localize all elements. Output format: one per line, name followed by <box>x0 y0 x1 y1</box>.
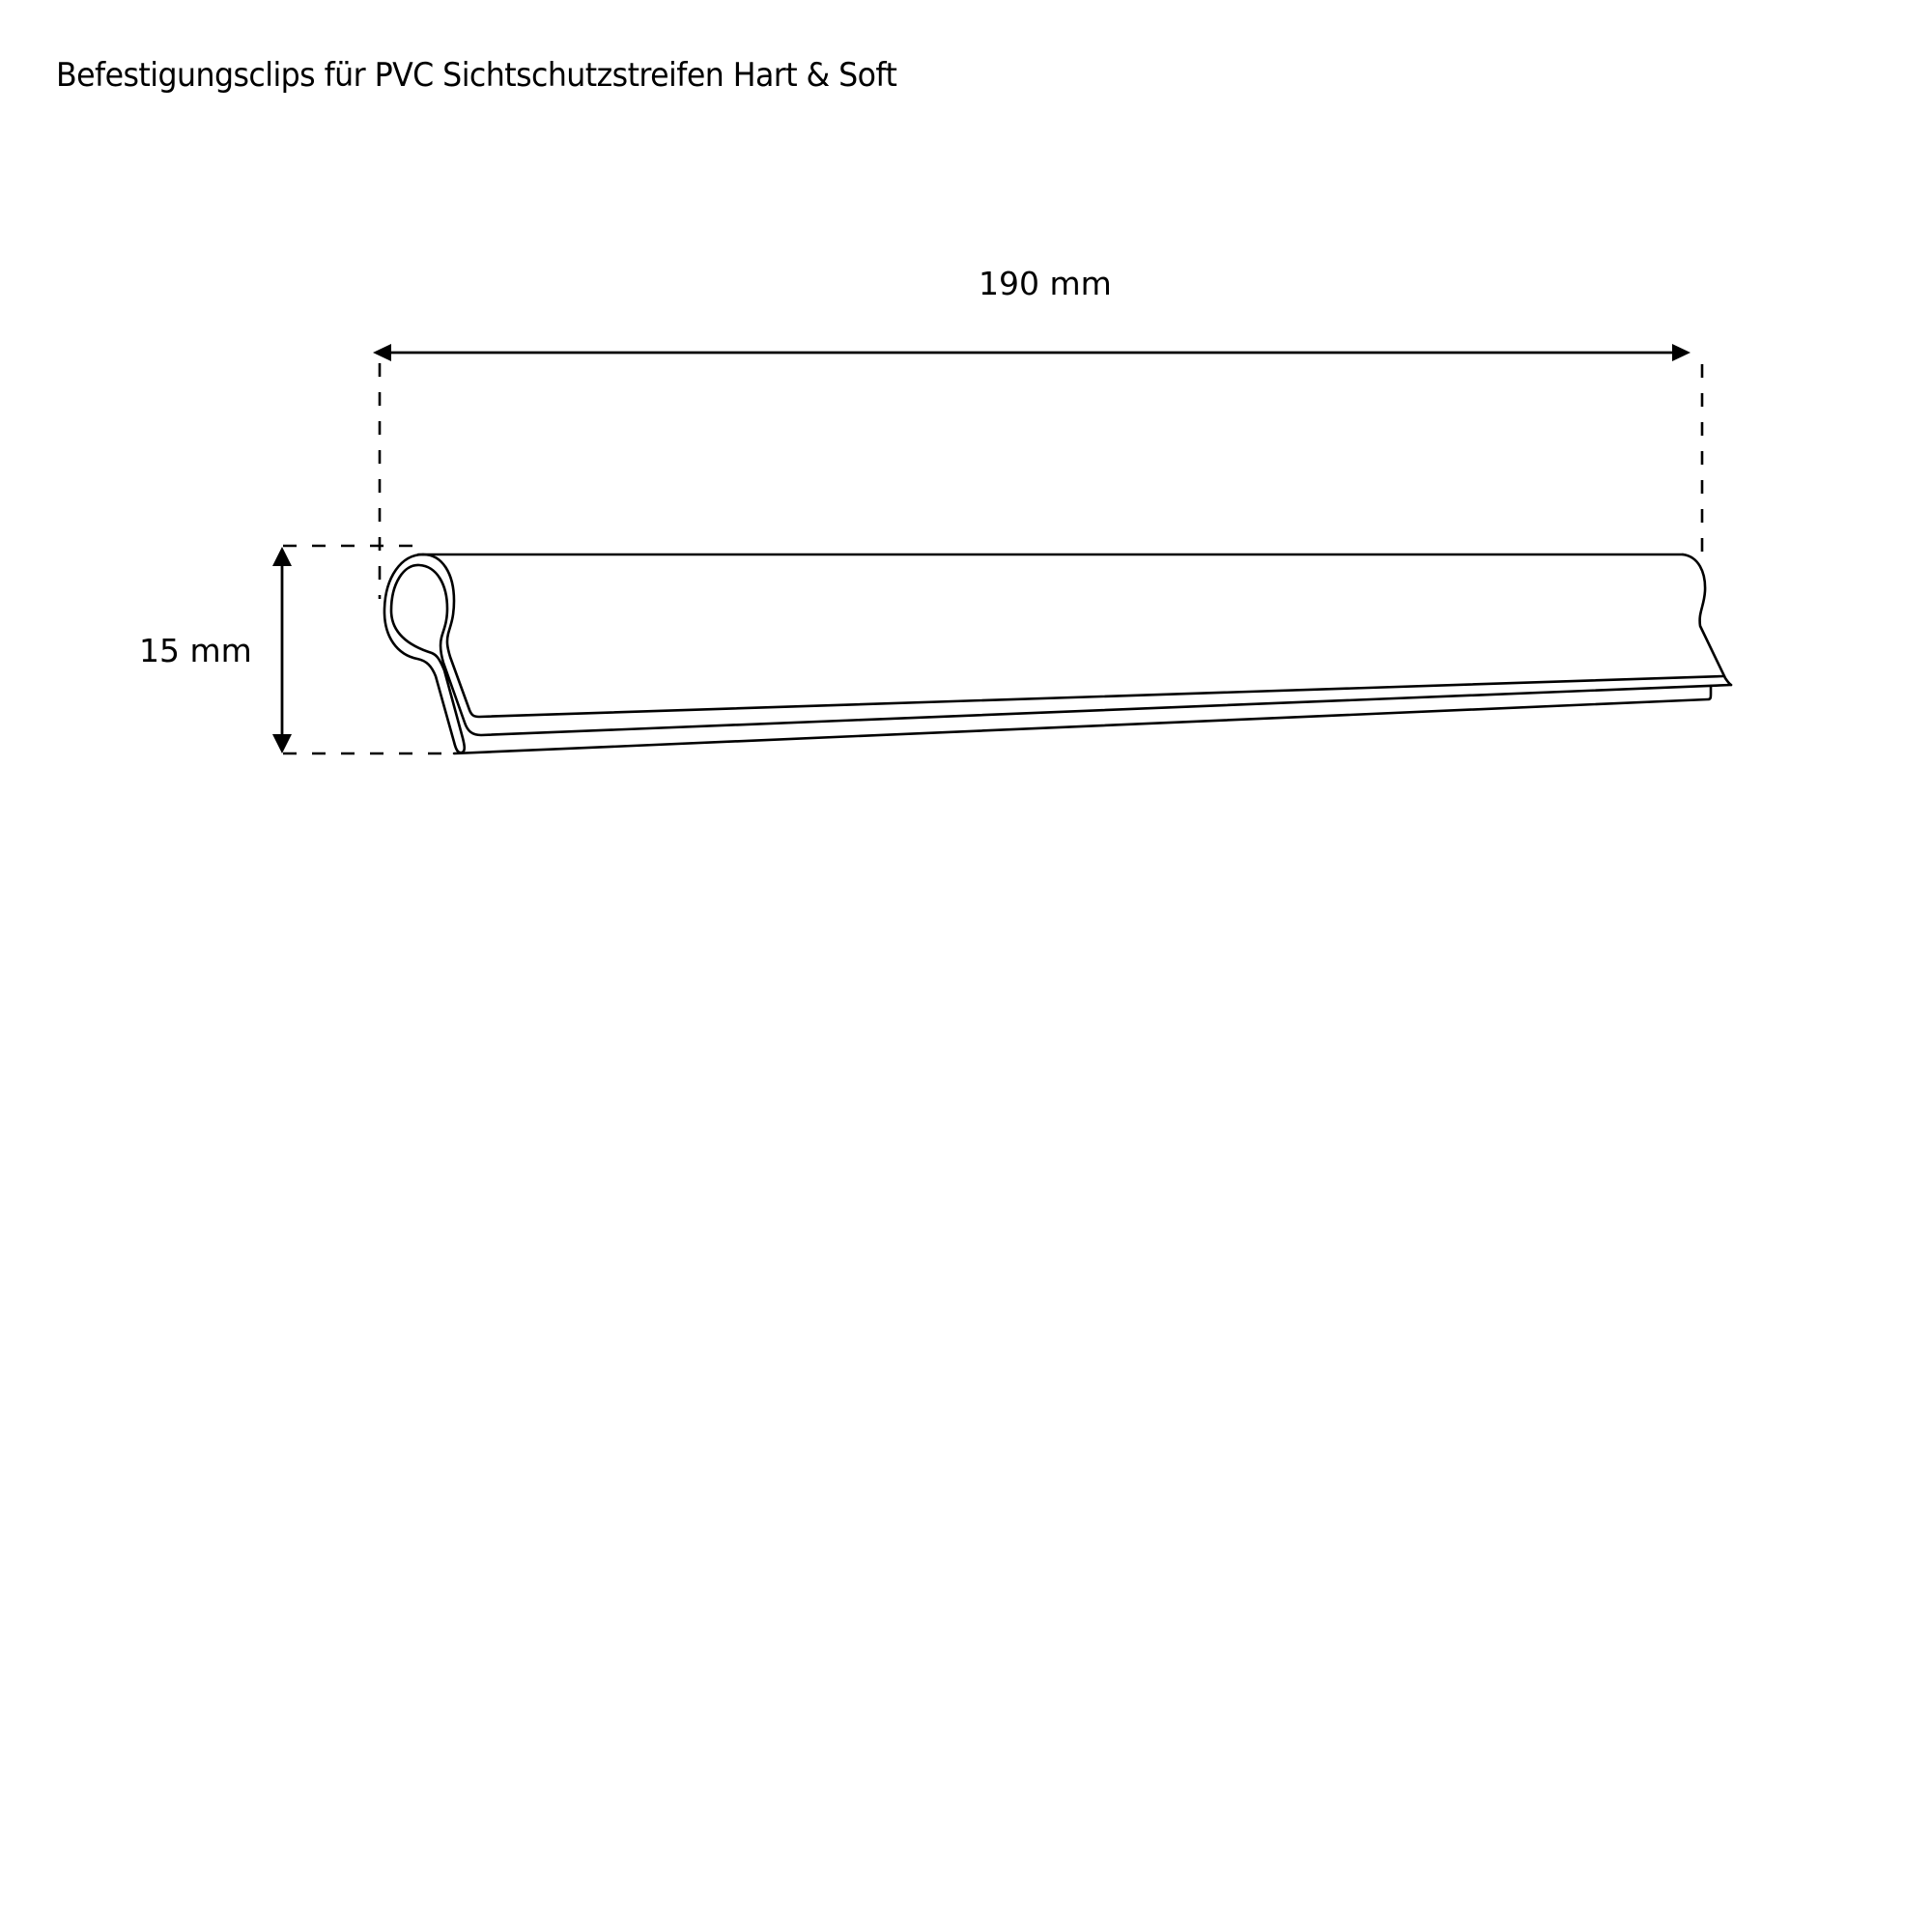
drawing-title: Befestigungsclips für PVC Sichtschutzstreifen Hart & Soft <box>56 56 897 95</box>
height-dimension-arrow <box>272 547 292 753</box>
arrowhead-left-icon <box>373 344 391 361</box>
arrowhead-right-icon <box>1672 344 1690 361</box>
clip-profile <box>384 554 1731 753</box>
length-dimension-arrow <box>373 344 1690 361</box>
arrowhead-down-icon <box>272 734 292 753</box>
height-dimension-label: 15 mm <box>139 632 252 669</box>
arrowhead-up-icon <box>272 547 292 566</box>
length-dimension-label: 190 mm <box>979 265 1112 302</box>
